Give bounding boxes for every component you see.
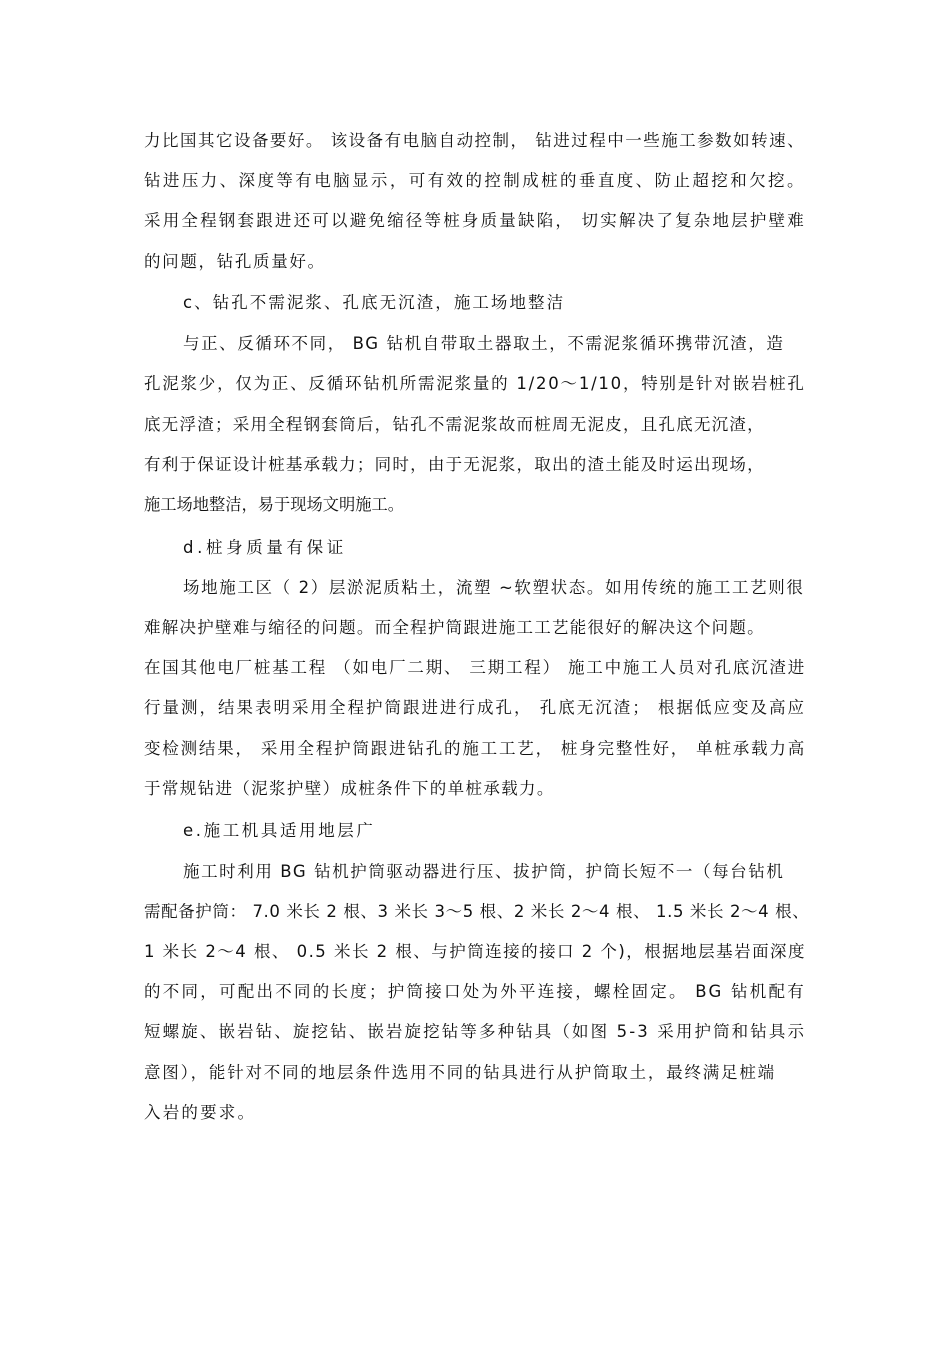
- section-heading-d: d.桩身质量有保证: [183, 538, 347, 557]
- text-line: 变检测结果， 采用全程护筒跟进钻孔的施工工艺， 桩身完整性好， 单桩承载力高: [144, 739, 807, 758]
- text-line: 有利于保证设计桩基承载力；同时，由于无泥浆，取出的渣土能及时运出现场，: [144, 455, 765, 474]
- text-line: 难解决护壁难与缩径的问题。而全程护筒跟进施工工艺能很好的解决这个问题。: [144, 618, 765, 637]
- text-line: 底无浮渣；采用全程钢套筒后，钻孔不需泥浆故而桩周无泥皮，且孔底无沉渣，: [144, 415, 765, 434]
- text-line: 力比国其它设备要好。 该设备有电脑自动控制， 钻进过程中一些施工参数如转速、: [144, 131, 806, 150]
- text-line: 施工场地整洁，易于现场文明施工。: [144, 495, 404, 514]
- text-line: 场地施工区（ 2）层淤泥质粘土，流塑 ~软塑状态。如用传统的施工工艺则很: [183, 578, 805, 597]
- text-line: 行量测，结果表明采用全程护筒跟进进行成孔， 孔底无沉渣； 根据低应变及高应: [144, 698, 806, 717]
- text-line: 采用全程钢套跟进还可以避免缩径等桩身质量缺陷， 切实解决了复杂地层护壁难: [144, 211, 806, 230]
- text-line: 于常规钻进（泥浆护壁）成桩条件下的单桩承载力。: [144, 779, 555, 798]
- text-line: 钻进压力、深度等有电脑显示，可有效的控制成桩的垂直度、防止超挖和欠挖。: [144, 171, 806, 190]
- text-line: 的问题，钻孔质量好。: [144, 252, 326, 271]
- text-line: 施工时利用 BG 钻机护筒驱动器进行压、拔护筒，护筒长短不一（每台钻机: [183, 862, 785, 881]
- text-line: 需配备护筒： 7.0 米长 2 根、3 米长 3～5 根、2 米长 2～4 根、 1.5 米长 2～4 根、: [144, 902, 810, 921]
- text-line: 入岩的要求。: [144, 1103, 257, 1122]
- section-heading-e: e.施工机具适用地层广: [183, 821, 376, 840]
- text-line: 孔泥浆少，仅为正、反循环钻机所需泥浆量的 1/20～1/10，特别是针对嵌岩桩孔: [144, 374, 806, 393]
- text-line: 与正、反循环不同， BG 钻机自带取土器取土，不需泥浆循环携带沉渣，造: [183, 334, 785, 353]
- text-line: 短螺旋、嵌岩钻、旋挖钻、嵌岩旋挖钻等多种钻具（如图 5-3 采用护筒和钻具示: [144, 1022, 807, 1041]
- text-line: 意图），能针对不同的地层条件选用不同的钻具进行从护筒取土，最终满足桩端: [144, 1063, 776, 1082]
- text-line: 1 米长 2～4 根、 0.5 米长 2 根、与护筒连接的接口 2 个)，根据地层基岩面深度: [144, 942, 806, 961]
- section-heading-c: c、钻孔不需泥浆、孔底无沉渣，施工场地整洁: [183, 293, 566, 312]
- text-line: 的不同，可配出不同的长度；护筒接口处为外平连接，螺栓固定。 BG 钻机配有: [144, 982, 807, 1001]
- text-line: 在国其他电厂桩基工程 （如电厂二期、 三期工程） 施工中施工人员对孔底沉渣进: [144, 658, 807, 677]
